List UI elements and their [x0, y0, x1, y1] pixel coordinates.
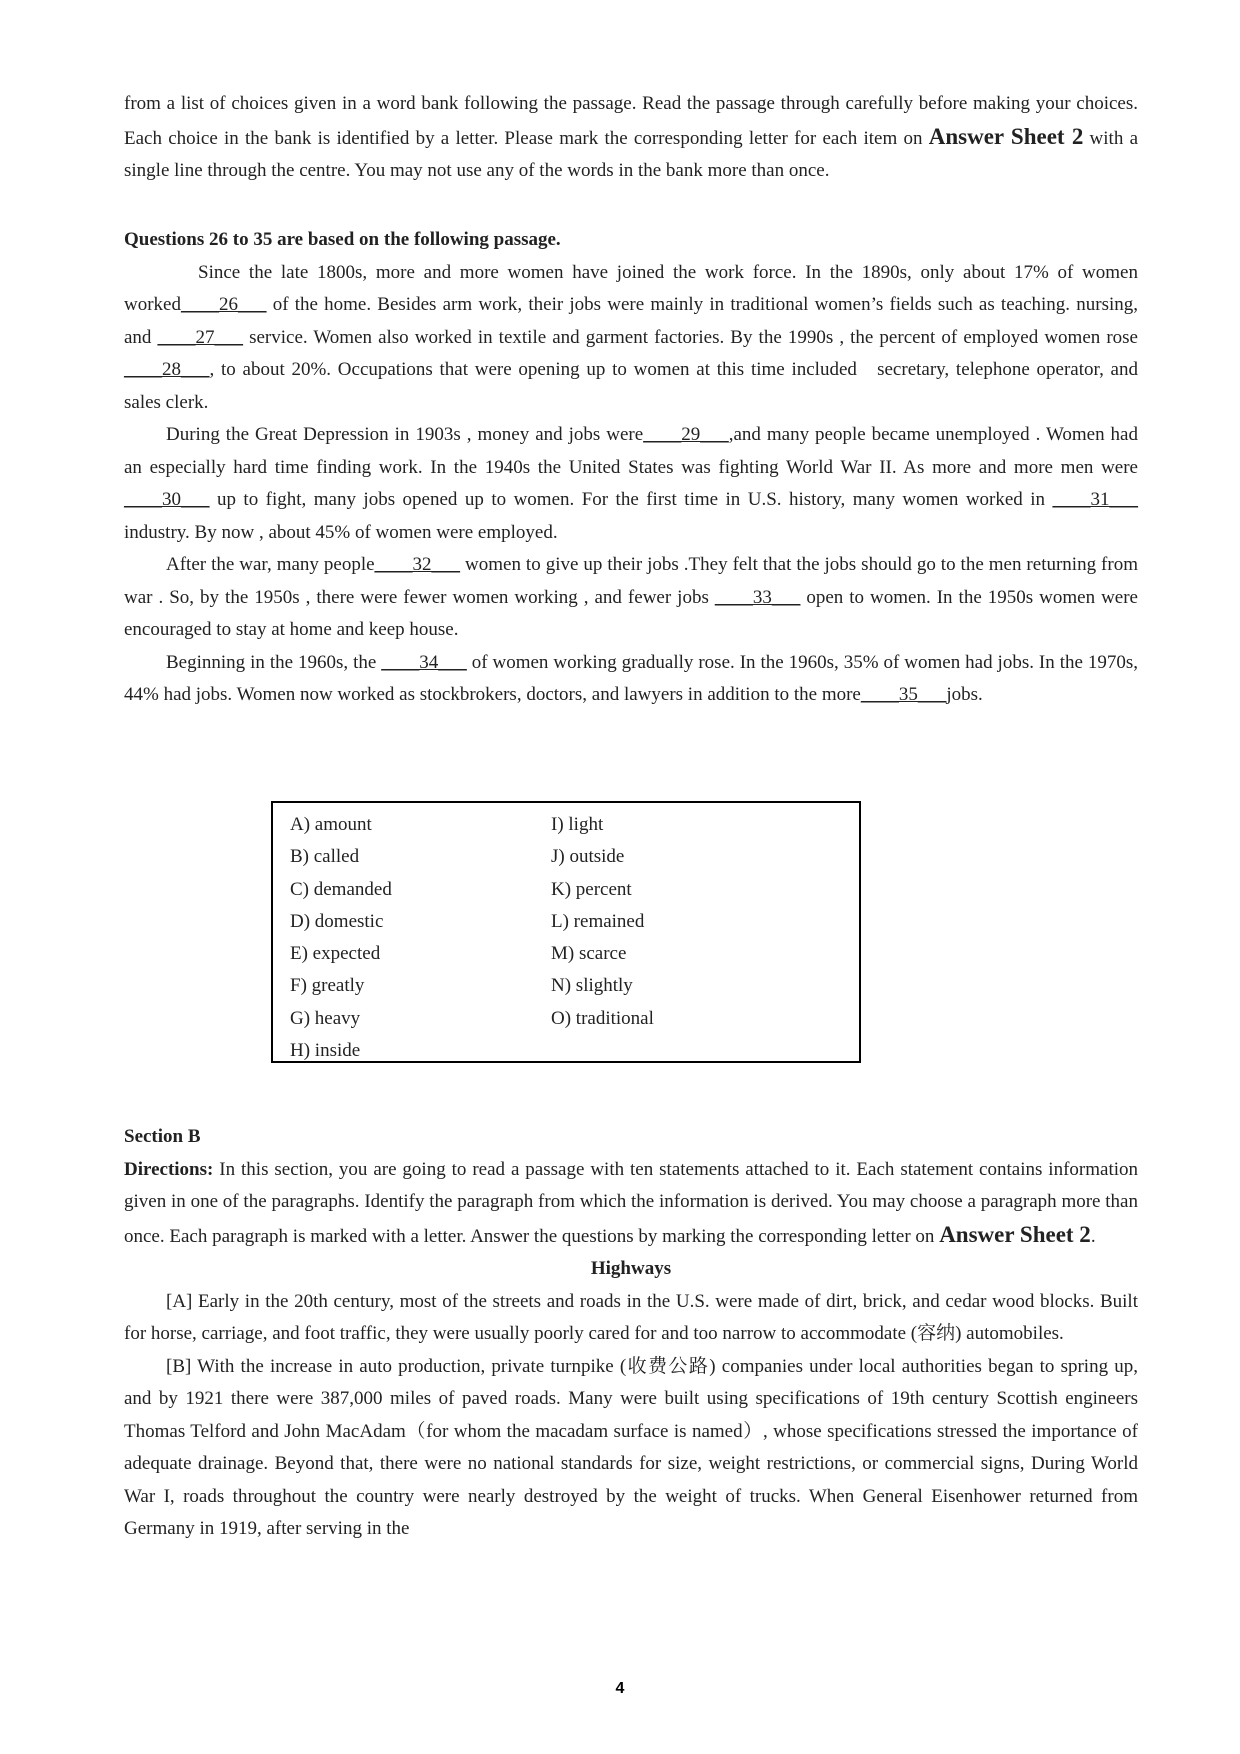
section-a-passage — [124, 224, 1138, 712]
questions-heading: Questions 26 to 35 are based on the following passage. — [124, 229, 561, 250]
blank-30: ____30___ — [124, 489, 210, 510]
passage-title: Highways — [590, 1258, 672, 1279]
word-bank-item: F) greatly — [290, 975, 365, 997]
passage-text: of the home. Besides arm work, their jobs were mainly in traditional women’s fields such as teaching. nursing, and — [124, 294, 1138, 348]
passage-text: women to give up their jobs .They felt that the jobs should go to the men returning from war . So, by the 1950s , there were fewer women working , and fewer jobs — [124, 554, 1138, 608]
word-bank-item: G) heavy — [290, 1007, 361, 1029]
answer-sheet-label: Answer Sheet 2 — [939, 1221, 1091, 1247]
directions-end: . — [1090, 1225, 1096, 1247]
word-bank-item: D) domestic — [290, 910, 384, 932]
word-bank-item: B) called — [290, 846, 360, 868]
word-bank-item: A) amount — [290, 814, 372, 835]
passage-text: industry. By now , about 45% of women were employed. — [124, 521, 558, 543]
section-a-directions — [124, 88, 1138, 188]
paragraph-a: [A] Early in the 20th century, most of the streets and roads in the U.S. were made of dirt, brick, and cedar wood blocks. Built for horse, carriage, and foot traffic, they were usually poorly cared for and too narrow to accommodate (容纳) automobiles. — [124, 1290, 1138, 1344]
answer-sheet-label: Answer Sheet 2 — [928, 123, 1084, 149]
directions-label: Directions: — [124, 1158, 214, 1180]
passage-text: service. Women also worked in textile and garment factories. By the 1990s , the percent of employed women rose — [243, 326, 1138, 348]
passage-paragraph-3 — [124, 549, 1138, 647]
blank-28: ____28___ — [124, 359, 210, 380]
word-bank-item: K) percent — [551, 878, 632, 900]
word-bank — [271, 801, 861, 1063]
passage-paragraph-1 — [124, 257, 1138, 420]
word-bank-item: L) remained — [551, 910, 645, 932]
section-b-heading: Section B — [124, 1126, 201, 1147]
passage-text: ,and many people became unemployed . Women had an especially hard time finding work. In the 1940s the United States was fighting World War II. As more and more men were — [124, 424, 1138, 478]
blank-35: ____35___ — [860, 684, 947, 705]
blank-27: ____27___ — [157, 326, 244, 348]
section-b — [124, 1121, 1138, 1546]
passage-text: Since the late 1800s, more and more women have joined the work force. In the 1890s, only about 17% of women worked — [124, 261, 1138, 315]
blank-34: ____34___ — [381, 651, 467, 673]
passage-text: Beginning in the 1960s, the — [166, 651, 382, 673]
directions-text-end: with a single line through the centre. You may not use any of the words in the bank more than once. — [124, 127, 1139, 181]
word-bank-item: J) outside — [551, 846, 625, 868]
passage-paragraph-2 — [124, 419, 1138, 549]
blank-29: ____29___ — [643, 424, 729, 445]
section-b-directions — [124, 1154, 1138, 1254]
word-bank-left-column — [290, 809, 392, 1067]
passage-text: up to fight, many jobs opened up to women. For the first time in U.S. history, many women worked in — [209, 489, 1053, 510]
word-bank-item: M) scarce — [551, 943, 627, 965]
word-bank-item: I) light — [551, 814, 604, 835]
blank-31: ____31___ — [1052, 489, 1138, 510]
word-bank-item: O) traditional — [551, 1007, 654, 1029]
word-bank-item: C) demanded — [290, 878, 392, 900]
directions-text: from a list of choices given in a word bank following the passage. Read the passage through carefully before making your choices. Each choice in the bank is identified by a letter. Please mark the corresponding letter for each item on — [124, 93, 1138, 149]
word-bank-item: H) inside — [290, 1040, 361, 1062]
blank-26: ____26___ — [180, 294, 267, 315]
passage-text: jobs. — [946, 684, 983, 705]
passage-text: , to about 20%. Occupations that were opening up to women at this time included secretary, telephone operator, and sales clerk. — [124, 359, 1138, 413]
passage-text: open to women. In the 1950s women were encouraged to stay at home and keep house. — [124, 586, 1138, 640]
passage-text: After the war, many people — [166, 554, 375, 575]
word-bank-item: N) slightly — [551, 975, 633, 997]
page-number: 4 — [615, 1680, 625, 1697]
word-bank-right-column — [551, 809, 654, 1035]
passage-text: During the Great Depression in 1903s , money and jobs were — [166, 424, 644, 445]
passage-paragraph-4 — [124, 647, 1138, 712]
blank-32: ____32___ — [374, 554, 461, 575]
directions-paragraph — [124, 88, 1138, 188]
blank-33: ____33___ — [714, 586, 801, 608]
word-bank-item: E) expected — [290, 943, 381, 965]
paragraph-b: [B] With the increase in auto production, private turnpike (收费公路) companies under local authorities began to spring up, and by 1921 there were 387,000 miles of paved roads. Many were built using specifications of 19th century Scottish engineers Thomas Telford and John MacAdam（for whom the macadam surface is named）, whose specifications stressed the importance of adequate drainage. Beyond that, there were no national standards for size, weight restrictions, or commercial signs, During World War I, roads throughout the country were nearly destroyed by the weight of trucks. When General Eisenhower returned from Germany in 1919, after serving in the — [124, 1355, 1138, 1539]
directions-text: In this section, you are going to read a passage with ten statements attached to it. Each statement contains information given in one of the paragraphs. Identify the paragraph from which the information is derived. You may choose a paragraph more than once. Each paragraph is marked with a letter. Answer the questions by marking the corresponding letter on — [124, 1158, 1138, 1247]
passage-text: of women working gradually rose. In the 1960s, 35% of women had jobs. In the 1970s, 44% had jobs. Women now worked as stockbrokers, doctors, and lawyers in addition to the more — [124, 651, 1138, 705]
